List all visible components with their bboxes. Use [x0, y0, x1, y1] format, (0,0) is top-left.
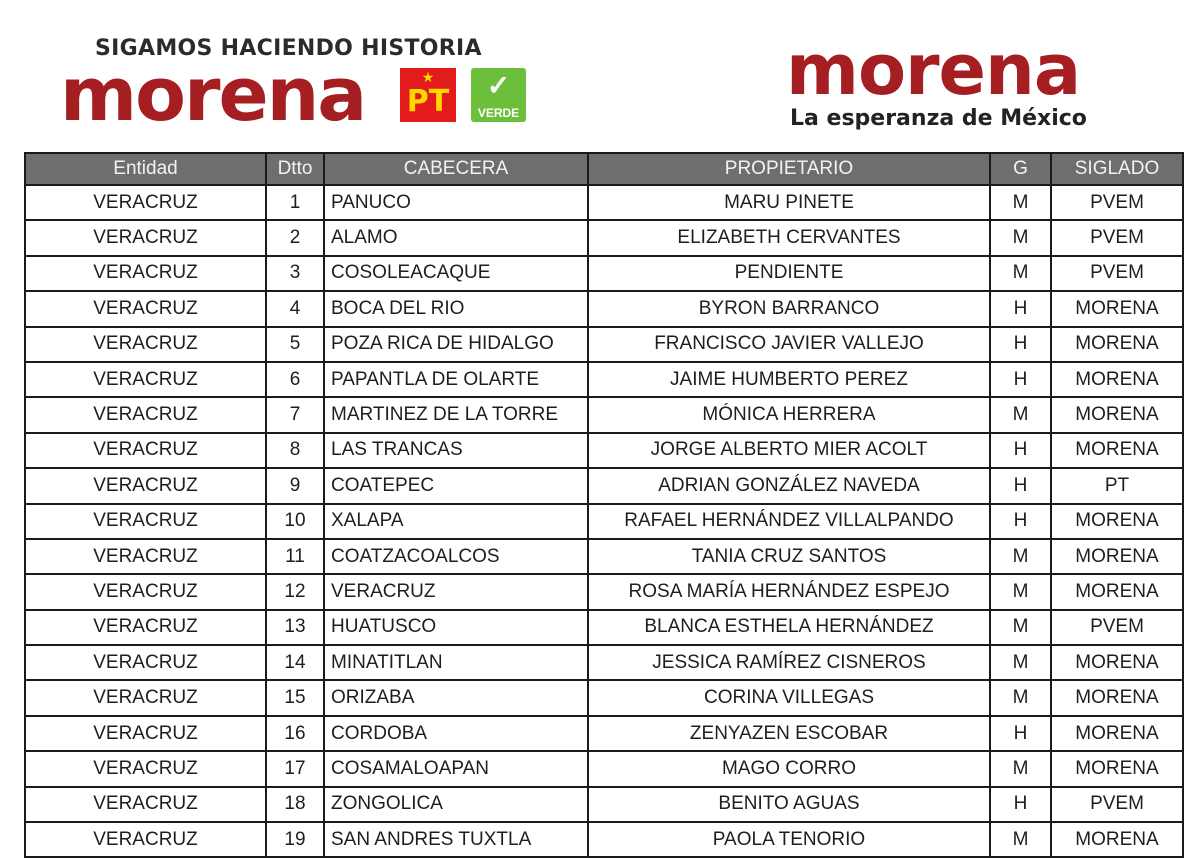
cell-dtto: 8	[266, 433, 324, 468]
column-header-entidad: Entidad	[25, 153, 266, 185]
table-row	[25, 645, 1183, 680]
column-header-genero: G	[990, 153, 1051, 185]
slogan: SIGAMOS HACIENDO HISTORIA	[95, 36, 482, 61]
cell-cabecera: PANUCO	[324, 185, 588, 220]
cell-cabecera: ALAMO	[324, 220, 588, 255]
cell-cabecera: COSAMALOAPAN	[324, 751, 588, 786]
cell-siglado: MORENA	[1051, 362, 1183, 397]
cell-propietario: BYRON BARRANCO	[588, 291, 990, 326]
cell-genero: H	[990, 327, 1051, 362]
cell-dtto: 13	[266, 610, 324, 645]
morena-logo-left: morena	[60, 52, 366, 138]
cell-entidad: VERACRUZ	[25, 433, 266, 468]
cell-genero: M	[990, 610, 1051, 645]
cell-propietario: ELIZABETH CERVANTES	[588, 220, 990, 255]
cell-genero: M	[990, 256, 1051, 291]
tagline: La esperanza de México	[790, 106, 1087, 131]
pt-logo-text: PT	[406, 84, 450, 119]
cell-propietario: JESSICA RAMÍREZ CISNEROS	[588, 645, 990, 680]
cell-dtto: 17	[266, 751, 324, 786]
cell-genero: M	[990, 680, 1051, 715]
cell-entidad: VERACRUZ	[25, 504, 266, 539]
cell-cabecera: CORDOBA	[324, 716, 588, 751]
cell-siglado: MORENA	[1051, 822, 1183, 857]
cell-propietario: ADRIAN GONZÁLEZ NAVEDA	[588, 468, 990, 503]
cell-siglado: PVEM	[1051, 220, 1183, 255]
table-row	[25, 291, 1183, 326]
cell-propietario: ROSA MARÍA HERNÁNDEZ ESPEJO	[588, 574, 990, 609]
cell-entidad: VERACRUZ	[25, 256, 266, 291]
cell-dtto: 14	[266, 645, 324, 680]
cell-siglado: PVEM	[1051, 256, 1183, 291]
cell-cabecera: ORIZABA	[324, 680, 588, 715]
cell-genero: H	[990, 787, 1051, 822]
cell-entidad: VERACRUZ	[25, 716, 266, 751]
column-header-siglado: SIGLADO	[1051, 153, 1183, 185]
cell-dtto: 7	[266, 397, 324, 432]
verde-logo	[471, 68, 526, 122]
cell-entidad: VERACRUZ	[25, 327, 266, 362]
cell-entidad: VERACRUZ	[25, 291, 266, 326]
cell-siglado: PVEM	[1051, 185, 1183, 220]
cell-propietario: JORGE ALBERTO MIER ACOLT	[588, 433, 990, 468]
column-header-propietario: PROPIETARIO	[588, 153, 990, 185]
cell-genero: H	[990, 468, 1051, 503]
table-row	[25, 539, 1183, 574]
cell-siglado: MORENA	[1051, 539, 1183, 574]
cell-cabecera: ZONGOLICA	[324, 787, 588, 822]
cell-siglado: MORENA	[1051, 574, 1183, 609]
cell-dtto: 5	[266, 327, 324, 362]
cell-propietario: CORINA VILLEGAS	[588, 680, 990, 715]
table-row	[25, 751, 1183, 786]
candidates-table	[24, 152, 1184, 858]
table-row	[25, 220, 1183, 255]
table-header	[25, 153, 1183, 185]
table-row	[25, 680, 1183, 715]
cell-dtto: 2	[266, 220, 324, 255]
table-row	[25, 433, 1183, 468]
cell-dtto: 15	[266, 680, 324, 715]
cell-siglado: MORENA	[1051, 327, 1183, 362]
cell-dtto: 9	[266, 468, 324, 503]
cell-propietario: MARU PINETE	[588, 185, 990, 220]
cell-siglado: PVEM	[1051, 787, 1183, 822]
cell-siglado: MORENA	[1051, 504, 1183, 539]
cell-entidad: VERACRUZ	[25, 574, 266, 609]
cell-propietario: PAOLA TENORIO	[588, 822, 990, 857]
cell-siglado: MORENA	[1051, 716, 1183, 751]
cell-genero: H	[990, 291, 1051, 326]
cell-genero: H	[990, 504, 1051, 539]
cell-cabecera: COATZACOALCOS	[324, 539, 588, 574]
cell-cabecera: COATEPEC	[324, 468, 588, 503]
column-header-dtto: Dtto	[266, 153, 324, 185]
cell-dtto: 10	[266, 504, 324, 539]
cell-siglado: MORENA	[1051, 433, 1183, 468]
cell-cabecera: SAN ANDRES TUXTLA	[324, 822, 588, 857]
cell-siglado: MORENA	[1051, 645, 1183, 680]
table-row	[25, 468, 1183, 503]
cell-genero: M	[990, 397, 1051, 432]
cell-propietario: BENITO AGUAS	[588, 787, 990, 822]
table-row	[25, 504, 1183, 539]
table-row	[25, 327, 1183, 362]
cell-dtto: 16	[266, 716, 324, 751]
cell-propietario: JAIME HUMBERTO PEREZ	[588, 362, 990, 397]
cell-propietario: MAGO CORRO	[588, 751, 990, 786]
cell-dtto: 6	[266, 362, 324, 397]
table-row	[25, 397, 1183, 432]
cell-entidad: VERACRUZ	[25, 539, 266, 574]
cell-entidad: VERACRUZ	[25, 610, 266, 645]
verde-logo-text: VERDE	[477, 106, 520, 120]
cell-dtto: 19	[266, 822, 324, 857]
cell-cabecera: HUATUSCO	[324, 610, 588, 645]
cell-propietario: ZENYAZEN ESCOBAR	[588, 716, 990, 751]
cell-dtto: 1	[266, 185, 324, 220]
cell-cabecera: VERACRUZ	[324, 574, 588, 609]
cell-propietario: PENDIENTE	[588, 256, 990, 291]
cell-entidad: VERACRUZ	[25, 787, 266, 822]
toucan-icon: ✓	[486, 70, 511, 101]
cell-dtto: 12	[266, 574, 324, 609]
cell-cabecera: XALAPA	[324, 504, 588, 539]
cell-genero: H	[990, 433, 1051, 468]
cell-dtto: 3	[266, 256, 324, 291]
cell-siglado: PT	[1051, 468, 1183, 503]
cell-propietario: BLANCA ESTHELA HERNÁNDEZ	[588, 610, 990, 645]
cell-entidad: VERACRUZ	[25, 822, 266, 857]
table-row	[25, 716, 1183, 751]
morena-logo-right: morena	[786, 29, 1081, 111]
pt-logo	[400, 68, 456, 122]
cell-entidad: VERACRUZ	[25, 220, 266, 255]
cell-propietario: RAFAEL HERNÁNDEZ VILLALPANDO	[588, 504, 990, 539]
cell-propietario: FRANCISCO JAVIER VALLEJO	[588, 327, 990, 362]
cell-cabecera: LAS TRANCAS	[324, 433, 588, 468]
cell-siglado: MORENA	[1051, 397, 1183, 432]
cell-entidad: VERACRUZ	[25, 185, 266, 220]
table-row	[25, 574, 1183, 609]
table-row	[25, 362, 1183, 397]
cell-genero: M	[990, 539, 1051, 574]
cell-dtto: 18	[266, 787, 324, 822]
cell-siglado: MORENA	[1051, 751, 1183, 786]
cell-entidad: VERACRUZ	[25, 362, 266, 397]
cell-entidad: VERACRUZ	[25, 751, 266, 786]
cell-siglado: MORENA	[1051, 680, 1183, 715]
table-row	[25, 822, 1183, 857]
cell-genero: M	[990, 822, 1051, 857]
cell-dtto: 11	[266, 539, 324, 574]
cell-cabecera: MARTINEZ DE LA TORRE	[324, 397, 588, 432]
table-row	[25, 610, 1183, 645]
cell-genero: M	[990, 220, 1051, 255]
cell-siglado: MORENA	[1051, 291, 1183, 326]
cell-genero: M	[990, 645, 1051, 680]
cell-genero: H	[990, 716, 1051, 751]
table-row	[25, 787, 1183, 822]
cell-siglado: PVEM	[1051, 610, 1183, 645]
cell-propietario: MÓNICA HERRERA	[588, 397, 990, 432]
cell-genero: M	[990, 185, 1051, 220]
cell-cabecera: BOCA DEL RIO	[324, 291, 588, 326]
cell-propietario: TANIA CRUZ SANTOS	[588, 539, 990, 574]
cell-entidad: VERACRUZ	[25, 468, 266, 503]
star-icon: ★	[421, 70, 435, 86]
cell-genero: H	[990, 362, 1051, 397]
cell-entidad: VERACRUZ	[25, 397, 266, 432]
cell-cabecera: POZA RICA DE HIDALGO	[324, 327, 588, 362]
table-row	[25, 185, 1183, 220]
cell-genero: M	[990, 751, 1051, 786]
column-header-cabecera: CABECERA	[324, 153, 588, 185]
cell-entidad: VERACRUZ	[25, 645, 266, 680]
cell-genero: M	[990, 574, 1051, 609]
table-row	[25, 256, 1183, 291]
cell-cabecera: PAPANTLA DE OLARTE	[324, 362, 588, 397]
cell-entidad: VERACRUZ	[25, 680, 266, 715]
cell-dtto: 4	[266, 291, 324, 326]
cell-cabecera: COSOLEACAQUE	[324, 256, 588, 291]
cell-cabecera: MINATITLAN	[324, 645, 588, 680]
